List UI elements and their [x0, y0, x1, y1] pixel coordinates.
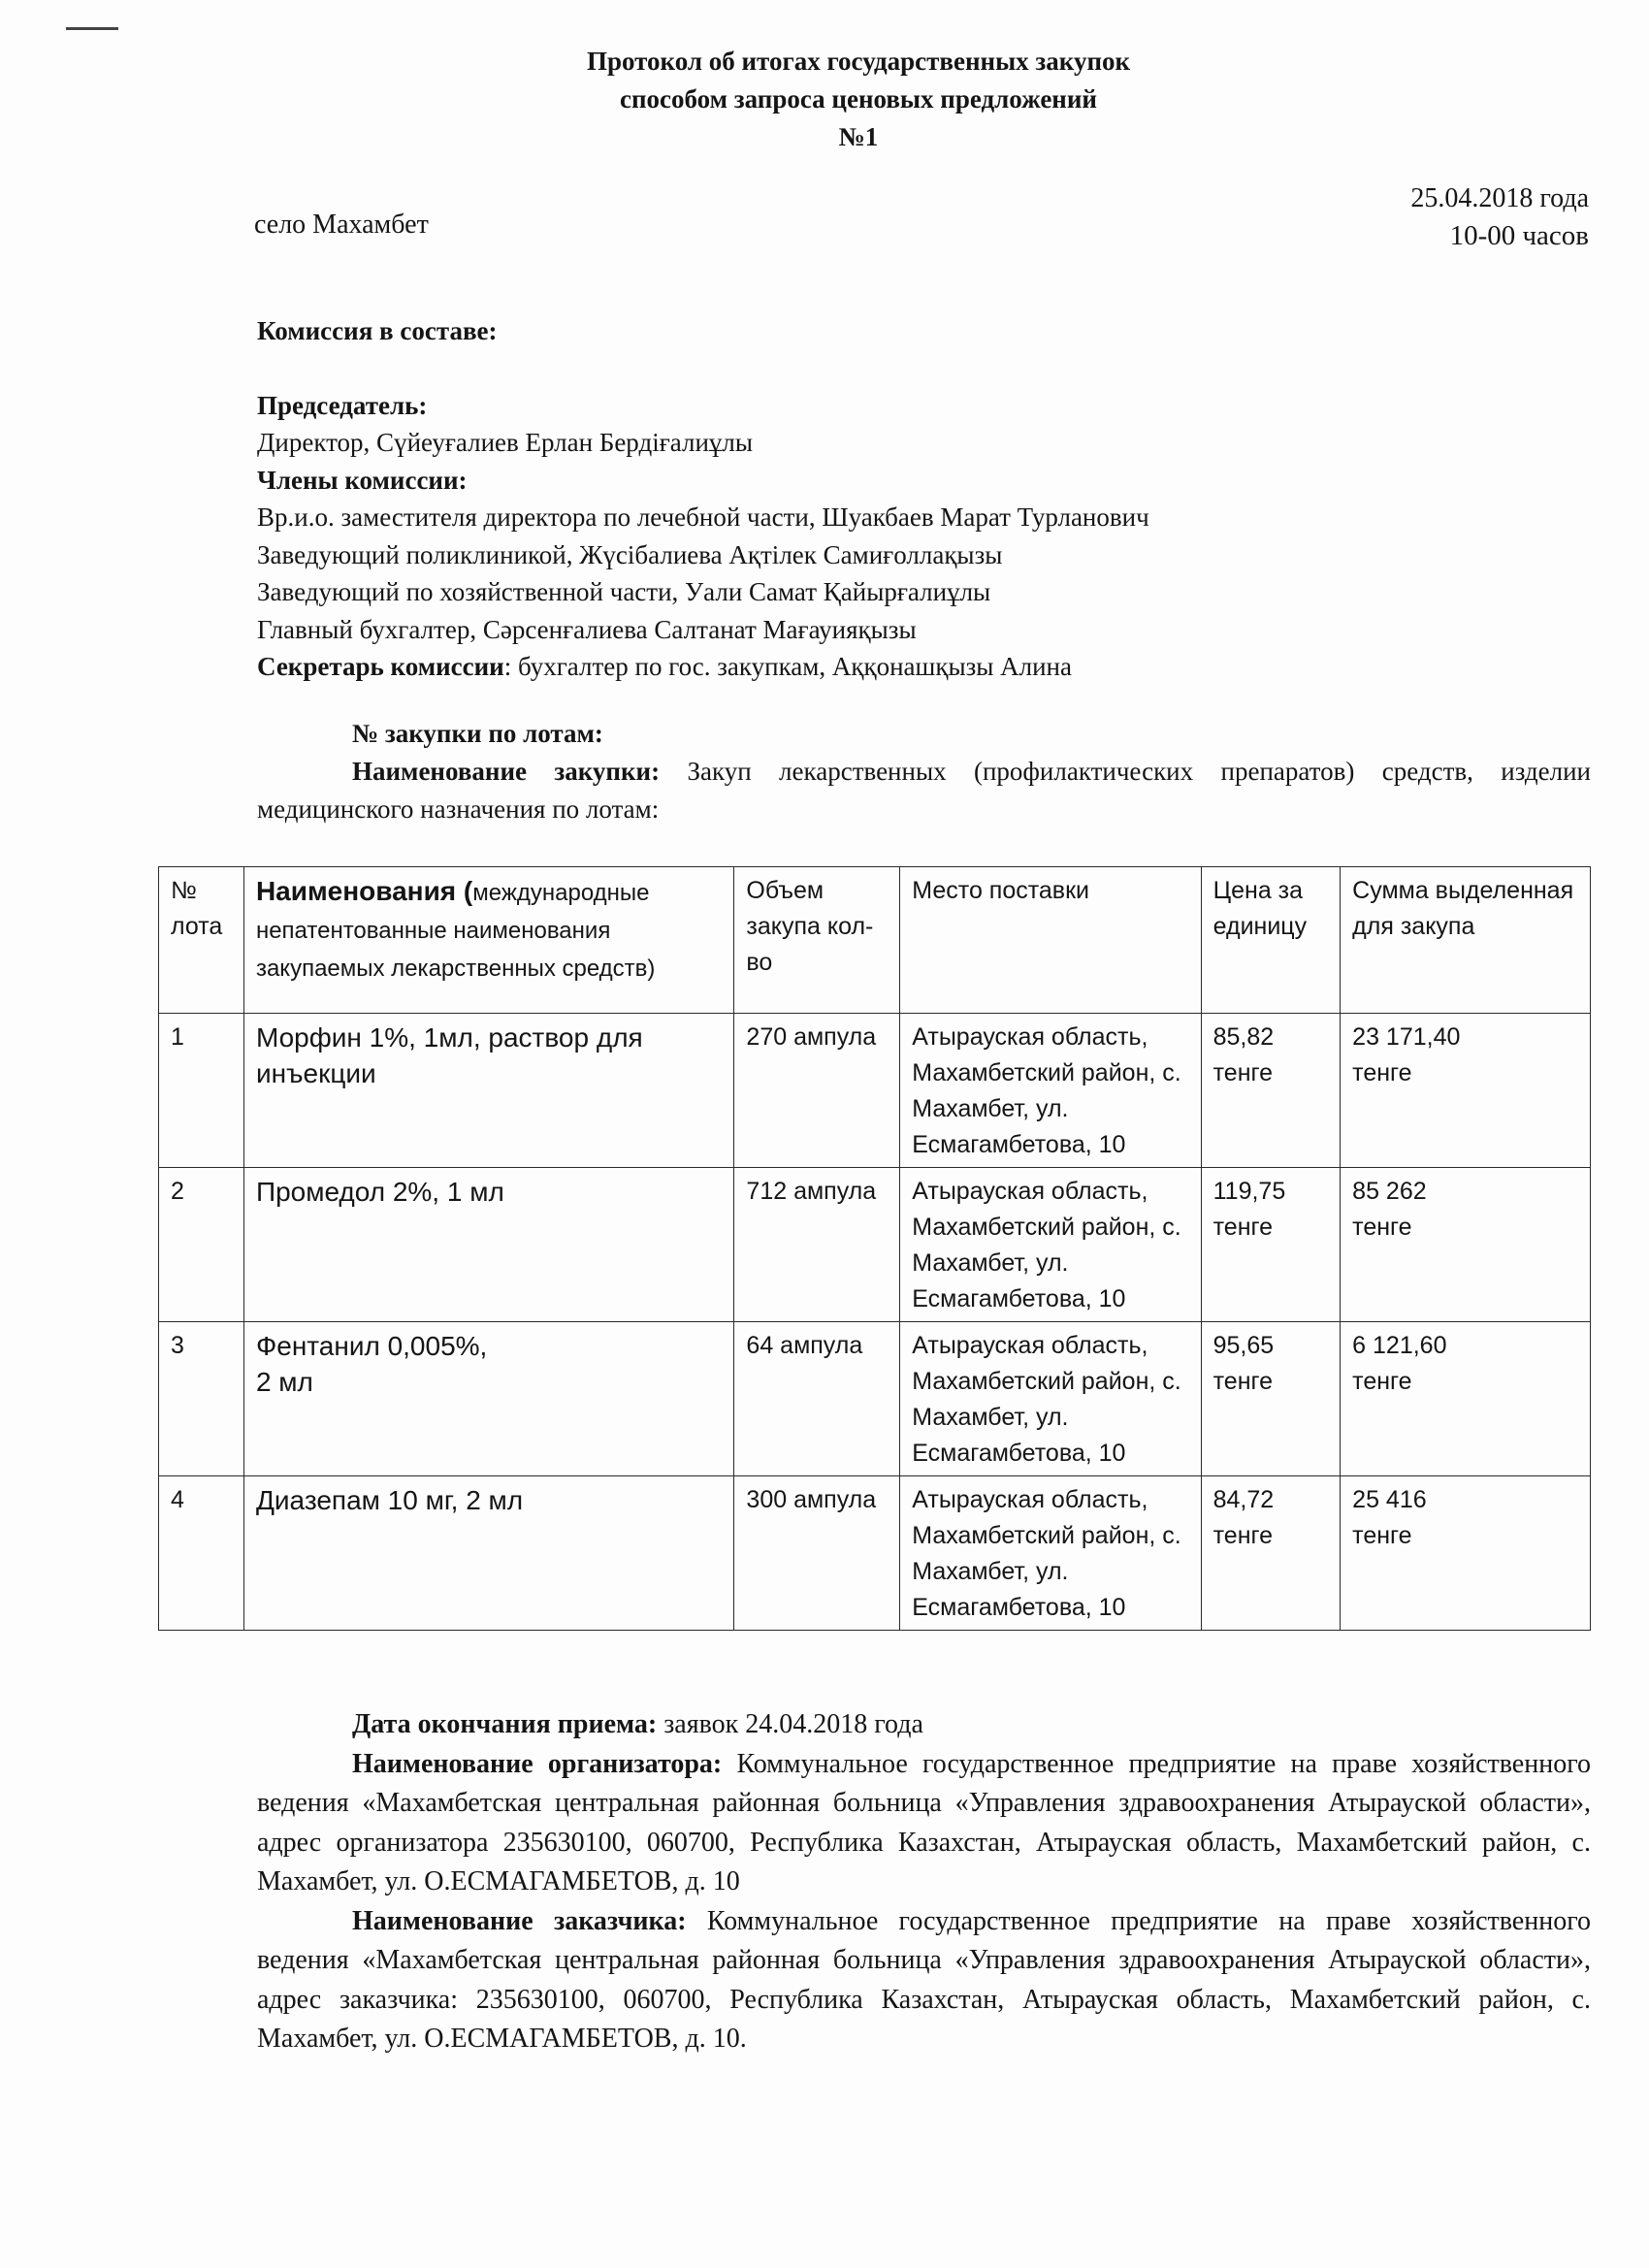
member-item: Заведующий поликлиникой, Жүсібалиева Ақтілек Самиғоллақызы — [257, 539, 1003, 569]
header-price: Цена за единицу — [1201, 867, 1341, 1014]
title-number: №1 — [838, 122, 879, 151]
deadline-text: заявок 24.04.2018 года — [657, 1709, 923, 1739]
secretary-line — [257, 648, 1149, 686]
procurement-name — [257, 753, 1591, 828]
header-sum: Сумма выделенная для закупа — [1341, 867, 1591, 1014]
protocol-date: 25.04.2018 года — [1410, 183, 1589, 213]
scan-edge-mark — [66, 27, 118, 30]
procurement-name-label: Наименование закупки: — [352, 757, 661, 786]
lot-sum: 23 171,40 тенге — [1341, 1014, 1591, 1168]
secretary-name: : бухгалтер по гос. закупкам, Аққонашқызы Алина — [503, 652, 1072, 681]
lot-number: 1 — [159, 1014, 244, 1168]
lot-volume: 64 ампула — [734, 1322, 900, 1476]
lot-place: Атырауская область, Махамбетский район, с. Махамбет, ул. Есмагамбетова, 10 — [900, 1168, 1201, 1322]
table-row — [159, 1322, 1591, 1476]
lot-name: Диазепам 10 мг, 2 мл — [243, 1476, 733, 1631]
secretary-label: Секретарь комиссии — [257, 652, 504, 681]
header-volume: Объем закупа кол-во — [734, 867, 900, 1014]
commission-heading: Комиссия в составе: — [257, 316, 498, 345]
organizer-label: Наименование организатора: — [352, 1748, 723, 1779]
footer-section — [257, 1705, 1591, 2059]
lot-volume: 712 ампула — [734, 1168, 900, 1322]
place-label: село Махамбет — [254, 210, 429, 240]
header-lot-number: № лота — [159, 867, 244, 1014]
lot-volume: 300 ампула — [734, 1476, 900, 1631]
chairman-name: Директор, Сүйеуғалиев Ерлан Бердіғалиұлы — [257, 428, 754, 457]
organizer-paragraph — [257, 1745, 1591, 1902]
deadline-paragraph — [257, 1705, 1591, 1745]
customer-label: Наименование заказчика: — [352, 1905, 687, 1936]
lots-label: № закупки по лотам: — [352, 719, 603, 748]
member-item: Главный бухгалтер, Сәрсенғалиева Салтанат Мағауияқызы — [257, 614, 917, 644]
lot-sum: 85 262 тенге — [1341, 1168, 1591, 1322]
header-name-rest: международные непатентованные наименования закупаемых лекарственных средств) — [255, 880, 656, 982]
member-item: Вр.и.о. заместителя директора по лечебной части, Шуакбаев Марат Турланович — [257, 502, 1149, 532]
member-item: Заведующий по хозяйственной части, Уали Самат Қайырғалиұлы — [257, 577, 991, 606]
table-row — [159, 1476, 1591, 1631]
date-block — [1410, 180, 1589, 254]
header-name — [243, 867, 733, 1014]
title-line-2: способом запроса ценовых предложений — [620, 84, 1097, 113]
lot-number: 3 — [159, 1322, 244, 1476]
commission-section — [257, 312, 1149, 686]
table-row — [159, 1168, 1591, 1322]
lots-table — [158, 866, 1591, 1631]
document-title — [68, 43, 1649, 156]
header-name-bold: Наименования ( — [255, 876, 473, 906]
lot-volume: 270 ампула — [734, 1014, 900, 1168]
deadline-label: Дата окончания приема: — [352, 1709, 658, 1739]
organizer-text: Коммунальное государственное предприятие на праве хозяйственного ведения «Махамбетская центральная районная больница «Управления здравоохранения Атырауской области», адрес организатора 235630100, 060700, Республика Казахстан, Атырауская область, Махамбетский район, с. Махамбет, ул. О.ЕСМАГАМБЕТОВ, д. 10 — [257, 1748, 1591, 1896]
lot-name: Промедол 2%, 1 мл — [243, 1168, 733, 1322]
chairman-label: Председатель: — [257, 390, 428, 420]
lot-place: Атырауская область, Махамбетский район, с. Махамбет, ул. Есмагамбетова, 10 — [900, 1322, 1201, 1476]
lot-sum: 25 416 тенге — [1341, 1476, 1591, 1631]
lot-price: 84,72 тенге — [1201, 1476, 1341, 1631]
lot-name: Фентанил 0,005%, 2 мл — [243, 1322, 733, 1476]
lot-price: 85,82 тенге — [1201, 1014, 1341, 1168]
customer-text: Коммунальное государственное предприятие на праве хозяйственного ведения «Махамбетская центральная районная больница «Управления здравоохранения Атырауской области», адрес заказчика: 235630100, 060700, Республика Казахстан, Атырауская область, Махамбетский район, с. Махамбет, ул. О.ЕСМАГАМБЕТОВ, д. 10. — [257, 1905, 1591, 2054]
lot-name: Морфин 1%, 1мл, раствор для инъекции — [243, 1014, 733, 1168]
lot-number: 4 — [159, 1476, 244, 1631]
header-place: Место поставки — [900, 867, 1201, 1014]
procurement-name-text: Закуп лекарственных (профилактических препаратов) средств, изделии медицинского назначения по лотам: — [257, 757, 1591, 824]
members-label: Члены комиссии: — [257, 465, 468, 495]
lot-sum: 6 121,60 тенге — [1341, 1322, 1591, 1476]
customer-paragraph — [257, 1902, 1591, 2059]
lot-place: Атырауская область, Махамбетский район, с. Махамбет, ул. Есмагамбетова, 10 — [900, 1014, 1201, 1168]
lot-price: 119,75 тенге — [1201, 1168, 1341, 1322]
protocol-time: 10-00 часов — [1449, 220, 1589, 251]
lot-number: 2 — [159, 1168, 244, 1322]
lot-place: Атырауская область, Махамбетский район, с. Махамбет, ул. Есмагамбетова, 10 — [900, 1476, 1201, 1631]
title-line-1: Протокол об итогах государственных закупок — [586, 47, 1131, 76]
table-row — [159, 1014, 1591, 1168]
table-header-row — [159, 867, 1591, 1014]
lot-price: 95,65 тенге — [1201, 1322, 1341, 1476]
procurement-section — [257, 715, 1591, 828]
